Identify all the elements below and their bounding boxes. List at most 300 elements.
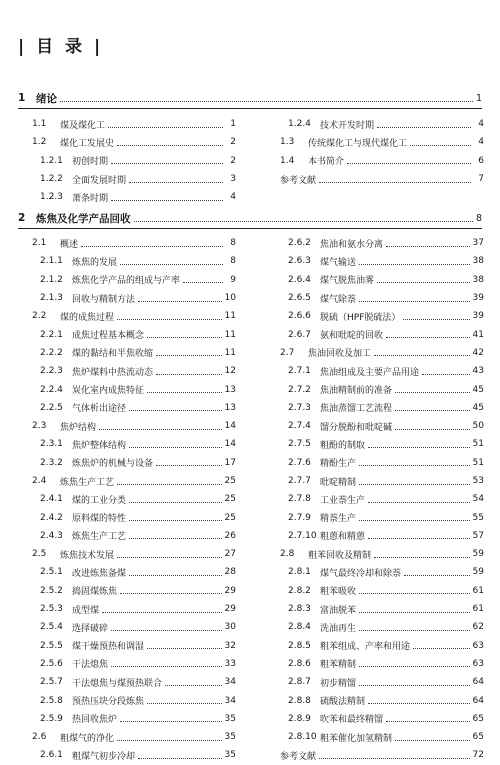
chapter-page: 1 bbox=[475, 92, 482, 104]
dot-leader bbox=[147, 337, 222, 338]
entry-number: 2.8.10 bbox=[288, 732, 317, 743]
entry-title: 吡啶精制 bbox=[320, 477, 357, 488]
toc-entry[interactable] bbox=[266, 152, 484, 170]
entry-title: 焦油和氨水分离 bbox=[320, 239, 384, 250]
entry-number: 2.8.1 bbox=[288, 567, 311, 578]
entry-page: 25 bbox=[224, 512, 236, 523]
entry-title: 焦油蒸馏工艺流程 bbox=[320, 404, 393, 415]
entry-number: 2.7.7 bbox=[288, 476, 311, 486]
dot-leader bbox=[374, 557, 470, 558]
dot-leader bbox=[117, 557, 222, 558]
entry-title: 焦油回收及加工 bbox=[308, 349, 372, 360]
dot-leader bbox=[108, 127, 223, 128]
entry-title: 干法熄焦与煤预热联合 bbox=[72, 678, 163, 689]
dot-leader bbox=[102, 612, 222, 613]
entry-page: 6 bbox=[478, 155, 484, 166]
dot-leader bbox=[129, 410, 222, 411]
entry-number: 2.5.9 bbox=[40, 713, 63, 724]
entry-number: 2.2.3 bbox=[40, 366, 63, 377]
dot-leader bbox=[60, 101, 473, 102]
entry-number: 2.7.1 bbox=[288, 366, 311, 377]
entry-number: 2.6.4 bbox=[288, 274, 311, 285]
entry-title: 煤干燥预热和调湿 bbox=[72, 642, 145, 653]
entry-page: 39 bbox=[472, 311, 484, 322]
dot-leader bbox=[374, 355, 470, 356]
entry-number: 2.3 bbox=[32, 421, 47, 432]
dot-leader bbox=[165, 685, 222, 686]
toc-entry[interactable] bbox=[266, 563, 484, 581]
entry-page: 42 bbox=[472, 347, 484, 358]
entry-page: 4 bbox=[230, 192, 236, 203]
entry-title: 粗酚的制取 bbox=[320, 440, 366, 451]
toc-entry[interactable] bbox=[266, 618, 484, 636]
dot-leader bbox=[368, 502, 470, 503]
dot-leader bbox=[129, 502, 222, 503]
toc-entry[interactable] bbox=[266, 454, 484, 472]
entry-number: 2.8.8 bbox=[288, 695, 311, 706]
toc-entry[interactable] bbox=[18, 637, 236, 655]
toc-column-right bbox=[266, 115, 484, 188]
entry-page: 14 bbox=[224, 421, 236, 432]
entry-title: 初步精馏 bbox=[320, 678, 357, 689]
dot-leader bbox=[395, 740, 470, 741]
entry-number: 2.8.9 bbox=[288, 713, 311, 724]
title-text: 目 录 bbox=[36, 37, 86, 57]
entry-page: 64 bbox=[472, 677, 484, 688]
dot-leader bbox=[117, 740, 222, 741]
dot-leader bbox=[386, 337, 470, 338]
chapter-heading[interactable] bbox=[18, 211, 482, 225]
entry-number: 2.8 bbox=[280, 549, 295, 560]
toc-column-left bbox=[18, 115, 236, 206]
entry-title: 粗苯回收及精制 bbox=[308, 550, 372, 561]
entry-number: 2.7.8 bbox=[288, 494, 311, 505]
entry-title: 煤气最终冷却和除萘 bbox=[320, 568, 402, 579]
toc-entry[interactable] bbox=[266, 307, 484, 325]
dot-leader bbox=[395, 392, 470, 393]
entry-page: 38 bbox=[472, 274, 484, 285]
toc-entry[interactable] bbox=[266, 710, 484, 728]
dot-leader bbox=[129, 520, 222, 521]
entry-page: 4 bbox=[478, 137, 484, 148]
chapter-number: 2 bbox=[18, 212, 26, 224]
entry-page: 64 bbox=[472, 695, 484, 706]
chapter-heading[interactable] bbox=[18, 91, 482, 105]
entry-title: 吹苯和最终精馏 bbox=[320, 715, 384, 726]
entry-number: 1.2 bbox=[32, 137, 47, 148]
toc-entry[interactable] bbox=[266, 490, 484, 508]
entry-page: 37 bbox=[472, 238, 484, 249]
entry-title: 煤气输送 bbox=[320, 257, 357, 268]
entry-title: 炼焦生产工艺 bbox=[72, 532, 127, 543]
entry-number: 2.3.2 bbox=[40, 457, 63, 468]
entry-title: 煤及煤化工 bbox=[60, 120, 106, 131]
entry-title: 精酚生产 bbox=[320, 459, 357, 470]
toc-entry[interactable] bbox=[266, 170, 484, 188]
entry-page: 43 bbox=[472, 366, 484, 377]
entry-number: 2.7.5 bbox=[288, 439, 311, 450]
entry-number: 2.2 bbox=[32, 311, 47, 322]
dot-leader bbox=[117, 484, 222, 485]
entry-page: 35 bbox=[224, 713, 236, 724]
toc-entry[interactable] bbox=[266, 655, 484, 673]
dot-leader bbox=[413, 648, 470, 649]
entry-number: 2.6.5 bbox=[288, 293, 311, 304]
entry-page: 17 bbox=[224, 457, 236, 468]
entry-title: 氨和吡啶的回收 bbox=[320, 331, 384, 342]
dot-leader bbox=[81, 246, 223, 247]
entry-number: 2.4.2 bbox=[40, 512, 63, 523]
toc-entry[interactable] bbox=[266, 545, 484, 563]
dot-leader bbox=[156, 355, 222, 356]
chapter-number: 1 bbox=[18, 92, 26, 104]
toc-entry[interactable] bbox=[18, 417, 236, 435]
entry-page: 63 bbox=[472, 640, 484, 651]
entry-number: 2.6.7 bbox=[288, 329, 311, 340]
entry-title: 成型煤 bbox=[72, 605, 100, 616]
dot-leader bbox=[377, 127, 471, 128]
entry-title: 粗苯吸收 bbox=[320, 587, 357, 598]
entry-title: 馏分脱酚和吡啶碱 bbox=[320, 422, 393, 433]
entry-title: 焦炉结构 bbox=[60, 422, 97, 433]
toc-entry[interactable] bbox=[266, 600, 484, 618]
entry-title: 精萘生产 bbox=[320, 514, 357, 525]
entry-page: 57 bbox=[472, 530, 484, 541]
toc-entry[interactable] bbox=[18, 508, 236, 526]
dot-leader bbox=[359, 465, 470, 466]
entry-number: 2.7.4 bbox=[288, 421, 311, 432]
entry-title: 萧条时期 bbox=[72, 193, 109, 204]
toc-entry[interactable] bbox=[266, 728, 484, 746]
entry-page: 45 bbox=[472, 384, 484, 395]
dot-leader bbox=[117, 145, 223, 146]
entry-page: 8 bbox=[230, 238, 236, 249]
toc-entry[interactable] bbox=[266, 325, 484, 343]
dot-leader bbox=[111, 163, 223, 164]
toc-entry[interactable] bbox=[18, 133, 236, 151]
entry-page: 55 bbox=[472, 512, 484, 523]
toc-entry[interactable] bbox=[18, 710, 236, 728]
toc-entry[interactable] bbox=[266, 417, 484, 435]
entry-page: 50 bbox=[472, 421, 484, 432]
dot-leader bbox=[138, 301, 222, 302]
dot-leader bbox=[347, 163, 471, 164]
entry-page: 32 bbox=[224, 640, 236, 651]
entry-number: 1.4 bbox=[280, 155, 295, 166]
entry-number: 2.6.2 bbox=[288, 238, 311, 249]
toc-entry[interactable] bbox=[18, 271, 236, 289]
entry-page: 39 bbox=[472, 293, 484, 304]
chapter-title: 炼焦及化学产品回收 bbox=[36, 212, 131, 225]
entry-page: 34 bbox=[224, 695, 236, 706]
toc-entry[interactable] bbox=[18, 454, 236, 472]
toc-entry[interactable] bbox=[266, 380, 484, 398]
toc-entry[interactable] bbox=[266, 691, 484, 709]
dot-leader bbox=[368, 447, 470, 448]
dot-leader bbox=[129, 447, 222, 448]
chapter-rule bbox=[18, 228, 482, 229]
toc-entry[interactable] bbox=[18, 472, 236, 490]
toc-entry[interactable] bbox=[266, 115, 484, 133]
entry-page: 51 bbox=[472, 457, 484, 468]
toc-entry[interactable] bbox=[266, 527, 484, 545]
dot-leader bbox=[377, 282, 470, 283]
toc-entry[interactable] bbox=[18, 234, 236, 252]
toc-entry[interactable] bbox=[266, 582, 484, 600]
entry-number: 1.2.2 bbox=[40, 174, 63, 185]
entry-number: 2.8.6 bbox=[288, 658, 311, 669]
entry-title: 技术开发时期 bbox=[320, 120, 375, 131]
toc-entry[interactable] bbox=[18, 115, 236, 133]
dot-leader bbox=[359, 484, 470, 485]
entry-page: 30 bbox=[224, 622, 236, 633]
entry-page: 27 bbox=[224, 549, 236, 560]
entry-page: 63 bbox=[472, 658, 484, 669]
dot-leader bbox=[395, 410, 470, 411]
toc-entry[interactable] bbox=[18, 344, 236, 362]
entry-page: 35 bbox=[224, 732, 236, 743]
entry-number: 2.2.5 bbox=[40, 402, 63, 413]
entry-number: 2.5.5 bbox=[40, 640, 63, 651]
dot-leader bbox=[99, 429, 222, 430]
entry-number: 2.5.1 bbox=[40, 567, 63, 578]
toc-entry[interactable] bbox=[18, 380, 236, 398]
dot-leader bbox=[134, 221, 473, 222]
entry-page: 11 bbox=[224, 347, 236, 358]
entry-title: 预热压块分段炼焦 bbox=[72, 697, 145, 708]
dot-leader bbox=[120, 593, 222, 594]
entry-number: 2.8.2 bbox=[288, 585, 311, 596]
dot-leader bbox=[404, 575, 470, 576]
toc-entry[interactable] bbox=[266, 435, 484, 453]
entry-number: 1.2.3 bbox=[40, 192, 63, 203]
toc-entry[interactable] bbox=[18, 545, 236, 563]
entry-number: 2.6 bbox=[32, 732, 47, 743]
toc-entry[interactable] bbox=[18, 746, 236, 764]
entry-number: 2.1.2 bbox=[40, 274, 63, 285]
entry-title: 粗苯精制 bbox=[320, 660, 357, 671]
toc-entry[interactable] bbox=[266, 637, 484, 655]
entry-page: 61 bbox=[472, 604, 484, 615]
entry-title: 参考文献 bbox=[280, 175, 317, 186]
dot-leader bbox=[111, 630, 222, 631]
entry-title: 全面发展时期 bbox=[72, 175, 127, 186]
entry-page: 2 bbox=[230, 137, 236, 148]
entry-page: 35 bbox=[224, 750, 236, 761]
dot-leader bbox=[359, 264, 470, 265]
toc-entry[interactable] bbox=[18, 618, 236, 636]
entry-page: 13 bbox=[224, 384, 236, 395]
toc-entry[interactable] bbox=[266, 133, 484, 151]
entry-title: 炭化室内成焦特征 bbox=[72, 386, 145, 397]
dot-leader bbox=[319, 182, 471, 183]
entry-title: 炼焦生产工艺 bbox=[60, 477, 115, 488]
dot-leader bbox=[359, 685, 470, 686]
chapter-page: 8 bbox=[475, 212, 482, 224]
toc-entry[interactable] bbox=[18, 728, 236, 746]
entry-title: 本书简介 bbox=[308, 157, 345, 168]
entry-number: 2.4.3 bbox=[40, 530, 63, 541]
entry-title: 洗油再生 bbox=[320, 623, 357, 634]
entry-title: 煤化工发展史 bbox=[60, 138, 115, 149]
dot-leader bbox=[410, 145, 471, 146]
toc-entry[interactable] bbox=[266, 289, 484, 307]
dot-leader bbox=[359, 593, 470, 594]
entry-page: 28 bbox=[224, 567, 236, 578]
entry-number: 2.7.10 bbox=[288, 530, 317, 541]
entry-title: 初创时期 bbox=[72, 157, 109, 168]
toc-entry[interactable] bbox=[18, 563, 236, 581]
entry-title: 煤的黏结和半焦收缩 bbox=[72, 349, 154, 360]
entry-page: 65 bbox=[472, 732, 484, 743]
entry-number: 2.4 bbox=[32, 476, 47, 486]
entry-title: 焦油组成及主要产品用途 bbox=[320, 367, 420, 378]
entry-page: 11 bbox=[224, 329, 236, 340]
entry-title: 硫酸法精制 bbox=[320, 697, 366, 708]
dot-leader bbox=[156, 465, 222, 466]
entry-title: 煤的成焦过程 bbox=[60, 312, 115, 323]
toc-entry[interactable] bbox=[18, 289, 236, 307]
entry-number: 1.2.4 bbox=[288, 119, 311, 130]
entry-page: 3 bbox=[230, 174, 236, 185]
entry-number: 2.2.4 bbox=[40, 384, 63, 395]
entry-title: 炼焦的发展 bbox=[72, 257, 118, 268]
toc-entry[interactable] bbox=[18, 252, 236, 270]
dot-leader bbox=[129, 538, 222, 539]
entry-title: 煤的工业分类 bbox=[72, 495, 127, 506]
dot-leader bbox=[147, 648, 222, 649]
entry-page: 29 bbox=[224, 585, 236, 596]
toc-entry[interactable] bbox=[18, 152, 236, 170]
dot-leader bbox=[359, 630, 470, 631]
entry-number: 2.5.3 bbox=[40, 604, 63, 615]
toc-entry[interactable] bbox=[266, 234, 484, 252]
entry-number: 2.5.6 bbox=[40, 658, 63, 669]
toc-entry[interactable] bbox=[266, 252, 484, 270]
entry-number: 2.5.4 bbox=[40, 622, 63, 633]
entry-title: 改进炼焦备煤 bbox=[72, 568, 127, 579]
toc-entry[interactable] bbox=[18, 655, 236, 673]
toc-column-left bbox=[18, 234, 236, 765]
toc-entry[interactable] bbox=[18, 307, 236, 325]
entry-number: 2.7.3 bbox=[288, 402, 311, 413]
dot-leader bbox=[359, 301, 470, 302]
entry-page: 61 bbox=[472, 585, 484, 596]
toc-entry[interactable] bbox=[18, 435, 236, 453]
entry-page: 1 bbox=[230, 119, 236, 130]
dot-leader bbox=[129, 575, 222, 576]
entry-title: 干法熄焦 bbox=[72, 660, 109, 671]
toc-entry[interactable] bbox=[266, 508, 484, 526]
entry-page: 65 bbox=[472, 713, 484, 724]
toc-entry[interactable] bbox=[18, 673, 236, 691]
toc-entry[interactable] bbox=[266, 746, 484, 764]
entry-title: 炼焦技术发展 bbox=[60, 550, 115, 561]
entry-title: 焦炉整体结构 bbox=[72, 440, 127, 451]
toc-entry[interactable] bbox=[18, 490, 236, 508]
toc-column-right bbox=[266, 234, 484, 765]
toc-entry[interactable] bbox=[266, 271, 484, 289]
entry-title: 气体析出途径 bbox=[72, 404, 127, 415]
entry-title: 概述 bbox=[60, 239, 79, 250]
entry-number: 2.3.1 bbox=[40, 439, 63, 450]
dot-leader bbox=[111, 200, 223, 201]
entry-page: 29 bbox=[224, 604, 236, 615]
toc-entry[interactable] bbox=[18, 582, 236, 600]
dot-leader bbox=[120, 264, 223, 265]
entry-number: 2.6.6 bbox=[288, 311, 311, 322]
entry-page: 12 bbox=[224, 366, 236, 377]
entry-page: 62 bbox=[472, 622, 484, 633]
toc-entry[interactable] bbox=[266, 673, 484, 691]
toc-entry[interactable] bbox=[266, 472, 484, 490]
dot-leader bbox=[156, 374, 222, 375]
toc-entry[interactable] bbox=[18, 399, 236, 417]
entry-page: 9 bbox=[230, 274, 236, 285]
entry-title: 粗苯催化加氢精制 bbox=[320, 733, 393, 744]
entry-page: 38 bbox=[472, 256, 484, 267]
entry-number: 2.8.3 bbox=[288, 604, 311, 615]
entry-page: 33 bbox=[224, 658, 236, 669]
dot-leader bbox=[386, 246, 470, 247]
toc-entry[interactable] bbox=[266, 362, 484, 380]
entry-page: 2 bbox=[230, 155, 236, 166]
entry-number: 1.3 bbox=[280, 137, 295, 148]
entry-number: 2.2.1 bbox=[40, 329, 63, 340]
entry-number: 2.5.8 bbox=[40, 695, 63, 706]
entry-title: 工业萘生产 bbox=[320, 495, 366, 506]
chapter-rule bbox=[18, 108, 482, 109]
toc-entry[interactable] bbox=[18, 600, 236, 618]
toc-entry[interactable] bbox=[266, 399, 484, 417]
entry-number: 2.5 bbox=[32, 549, 47, 560]
toc-entry[interactable] bbox=[266, 344, 484, 362]
entry-number: 2.7.6 bbox=[288, 457, 311, 468]
entry-page: 53 bbox=[472, 476, 484, 486]
entry-number: 2.1.3 bbox=[40, 293, 63, 304]
entry-page: 25 bbox=[224, 494, 236, 505]
dot-leader bbox=[368, 703, 470, 704]
entry-number: 2.4.1 bbox=[40, 494, 63, 505]
entry-page: 26 bbox=[224, 530, 236, 541]
entry-page: 4 bbox=[478, 119, 484, 130]
entry-title: 粗煤气的净化 bbox=[60, 733, 115, 744]
dot-leader bbox=[395, 429, 470, 430]
entry-title: 传统煤化工与现代煤化工 bbox=[308, 138, 408, 149]
dot-leader bbox=[403, 319, 469, 320]
toc-entry[interactable] bbox=[18, 527, 236, 545]
entry-number: 2.2.2 bbox=[40, 347, 63, 358]
toc-entry[interactable] bbox=[18, 362, 236, 380]
toc-entry[interactable] bbox=[18, 188, 236, 206]
dot-leader bbox=[120, 721, 222, 722]
dot-leader bbox=[359, 520, 470, 521]
entry-page: 25 bbox=[224, 476, 236, 486]
entry-title: 捣固煤炼焦 bbox=[72, 587, 118, 598]
entry-number: 2.6.3 bbox=[288, 256, 311, 267]
dot-leader bbox=[183, 282, 223, 283]
toc-entry[interactable] bbox=[18, 691, 236, 709]
toc-entry[interactable] bbox=[18, 325, 236, 343]
dot-leader bbox=[386, 721, 470, 722]
entry-page: 13 bbox=[224, 402, 236, 413]
dot-leader bbox=[359, 666, 470, 667]
toc-entry[interactable] bbox=[18, 170, 236, 188]
dot-leader bbox=[147, 703, 222, 704]
entry-number: 2.7.2 bbox=[288, 384, 311, 395]
entry-title: 炼焦化学产品的组成与产率 bbox=[72, 276, 181, 287]
entry-page: 45 bbox=[472, 402, 484, 413]
